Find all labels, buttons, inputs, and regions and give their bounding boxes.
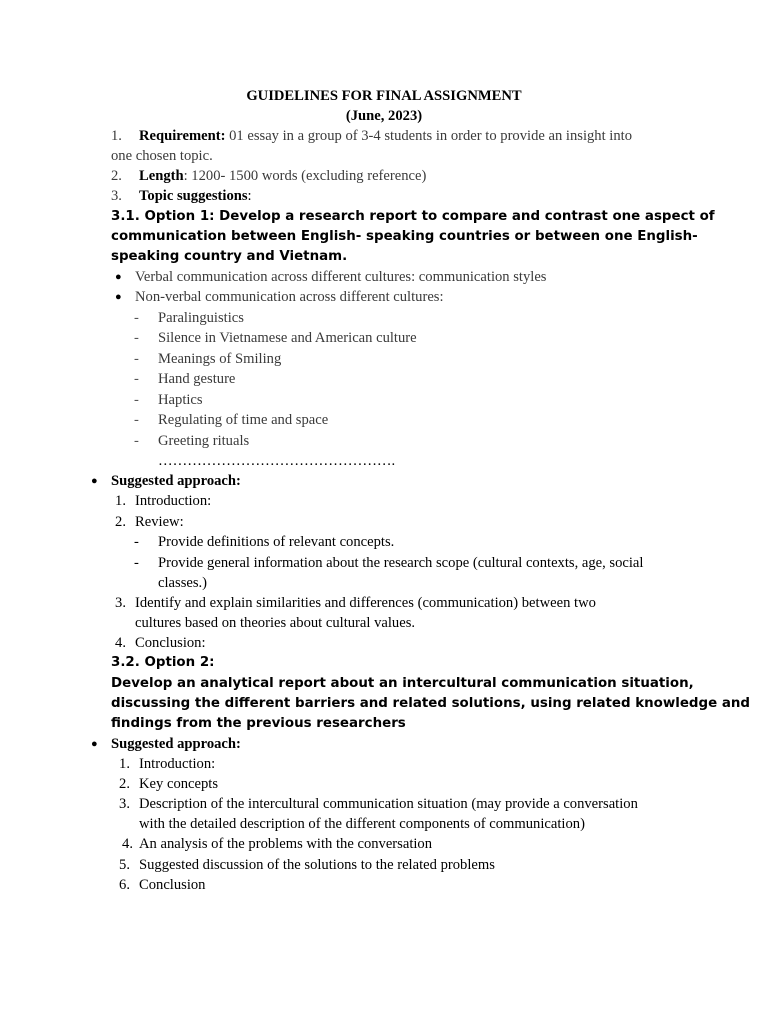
dash-icon: -: [134, 433, 139, 449]
approach1-item: Review:: [135, 514, 184, 530]
requirement-label: Requirement:: [139, 128, 226, 144]
nonverbal-subitem: Silence in Vietnamese and American culture: [158, 330, 417, 346]
review-subitem: Provide definitions of relevant concepts.: [158, 534, 395, 550]
option2-description: findings from the previous researchers: [111, 716, 406, 731]
requirement-number: 1.: [111, 128, 122, 144]
option2-heading: 3.2. Option 2:: [111, 655, 215, 670]
approach2-number: 5.: [119, 857, 130, 873]
dash-icon: -: [134, 330, 139, 346]
topic-label: Topic suggestions: [139, 188, 248, 204]
requirement-text: 01 essay in a group of 3-4 students in order to provide an insight into: [225, 128, 633, 144]
approach2-item: An analysis of the problems with the conversation: [139, 836, 433, 852]
approach2-number: 3.: [119, 796, 130, 812]
approach2-number: 4.: [122, 836, 133, 852]
length-line: [139, 166, 426, 186]
document-title: GUIDELINES FOR FINAL ASSIGNMENT: [246, 88, 522, 104]
dash-icon: -: [134, 371, 139, 387]
nonverbal-subitem: Hand gesture: [158, 371, 236, 387]
approach1-label: Suggested approach:: [111, 473, 241, 489]
approach1-number: 2.: [115, 514, 126, 530]
topic-line: [139, 186, 252, 206]
option2-description: discussing the different barriers and related solutions, using related knowledge and: [111, 696, 750, 711]
approach1-number: 3.: [115, 595, 126, 611]
option1-heading-line2: communication between English- speaking countries or between one English-: [111, 229, 698, 244]
approach2-label: Suggested approach:: [111, 736, 241, 752]
approach1-item: Introduction:: [135, 493, 212, 509]
dash-icon: -: [134, 310, 139, 326]
document-date: (June, 2023): [345, 108, 423, 124]
topic-number: 3.: [111, 188, 122, 204]
option1-heading-line3: speaking country and Vietnam.: [111, 249, 348, 264]
approach2-item: Conclusion: [139, 877, 206, 893]
dash-icon: -: [134, 555, 139, 571]
approach1-item: Identify and explain similarities and differences (communication) between two: [135, 595, 596, 611]
nonverbal-subitem: Greeting rituals: [158, 433, 250, 449]
review-subitem: Provide general information about the research scope (cultural contexts, age, social: [158, 555, 644, 571]
dash-icon: -: [134, 351, 139, 367]
length-text: : 1200- 1500 words (excluding reference): [183, 168, 427, 184]
bullet-icon: ●: [91, 475, 98, 487]
option1-heading-text: : Develop a research report to compare and contrast one aspect of: [209, 209, 715, 224]
nonverbal-subitem: Paralinguistics: [158, 310, 244, 326]
nonverbal-subitem: Haptics: [158, 392, 203, 408]
approach2-item: Introduction:: [139, 756, 216, 772]
approach2-item-cont: with the detailed description of the different components of communication): [139, 816, 585, 832]
approach2-number: 6.: [119, 877, 130, 893]
approach1-item-cont: cultures based on theories about cultural values.: [135, 615, 416, 631]
approach1-item: Conclusion:: [135, 635, 206, 651]
approach2-item: Description of the intercultural communication situation (may provide a conversation: [139, 796, 638, 812]
option1-bullet-item: Verbal communication across different cultures: communication styles: [135, 269, 547, 285]
option1-heading: [111, 207, 715, 227]
option2-description: Develop an analytical report about an intercultural communication situation,: [111, 676, 694, 691]
nonverbal-subitem: Meanings of Smiling: [158, 351, 282, 367]
bullet-icon: ●: [91, 738, 98, 750]
requirement-line: [139, 126, 632, 146]
nonverbal-subitem: Regulating of time and space: [158, 412, 329, 428]
approach2-item: Key concepts: [139, 776, 219, 792]
option1-label: 3.1. Option 1: [111, 209, 210, 224]
approach1-number: 4.: [115, 635, 126, 651]
dash-icon: -: [134, 534, 139, 550]
topic-colon: :: [247, 188, 252, 204]
approach2-number: 2.: [119, 776, 130, 792]
dash-icon: -: [134, 392, 139, 408]
bullet-icon: ●: [115, 271, 122, 283]
approach1-number: 1.: [115, 493, 126, 509]
review-subitem-cont: classes.): [158, 575, 208, 591]
bullet-icon: ●: [115, 291, 122, 303]
approach2-item: Suggested discussion of the solutions to the related problems: [139, 857, 495, 873]
approach2-number: 1.: [119, 756, 130, 772]
ellipsis-dots: ………………………………………….: [158, 453, 396, 469]
option1-bullet-item: Non-verbal communication across different cultures:: [135, 289, 444, 305]
length-number: 2.: [111, 168, 122, 184]
dash-icon: -: [134, 412, 139, 428]
length-label: Length: [139, 168, 184, 184]
requirement-text-cont: one chosen topic.: [111, 148, 213, 164]
